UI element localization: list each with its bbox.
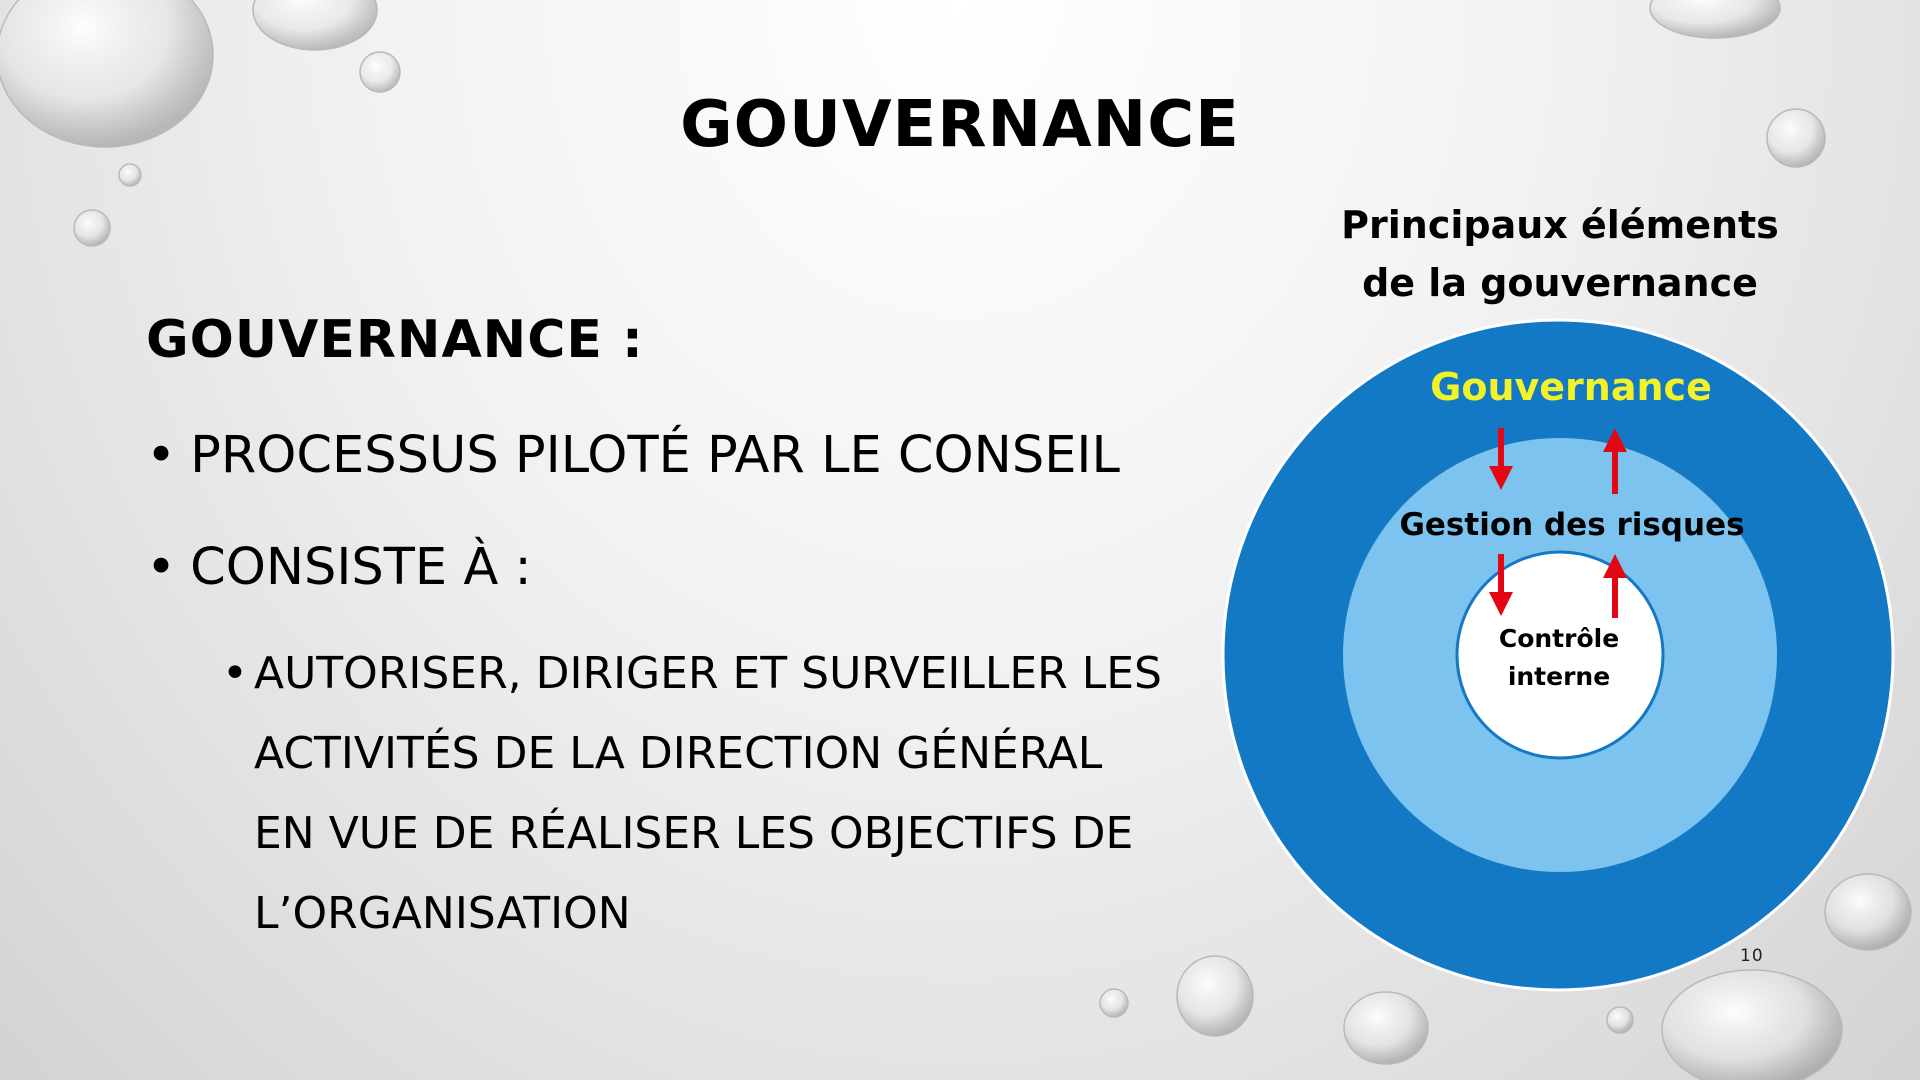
inner-label-line: interne — [1507, 662, 1611, 691]
middle-label: Gestion des risques — [1399, 507, 1745, 543]
water-drop — [1344, 992, 1428, 1064]
diagram-title — [1300, 196, 1820, 312]
bullet-glyph: • — [146, 426, 177, 485]
water-drop — [360, 52, 400, 92]
page-number: 10 — [1740, 946, 1764, 966]
inner-label-line: Contrôle — [1498, 624, 1620, 653]
bullet-text: CONSISTE À : — [190, 538, 532, 597]
water-drop — [74, 210, 110, 246]
bullet-text: PROCESSUS PILOTÉ PAR LE CONSEIL — [190, 426, 1120, 485]
diagram-title-line: Principaux éléments — [1341, 203, 1779, 247]
water-drop — [1100, 989, 1128, 1017]
governance-concentric-diagram — [1215, 310, 1895, 1000]
sub-bullet-item — [216, 634, 1176, 954]
water-drop — [253, 0, 377, 50]
slide-title: GOUVERNANCE — [680, 88, 1240, 162]
bullet-glyph: • — [222, 648, 248, 699]
sub-bullet-text: AUTORISER, DIRIGER ET SURVEILLER LES ACTIVITÉS DE LA DIRECTION GÉNÉRAL EN VUE DE RÉALISER LES OBJECTIFS DE L’ORGANISATION — [254, 648, 1162, 939]
body-heading: GOUVERNANCE : — [146, 310, 644, 370]
diagram-title-line: de la gouvernance — [1362, 261, 1758, 305]
water-drop — [1607, 1007, 1633, 1033]
water-drop — [1650, 0, 1780, 38]
internal-control-inner-circle — [1457, 552, 1663, 758]
outer-label: Gouvernance — [1430, 365, 1712, 409]
bullet-item — [146, 426, 1120, 485]
bullet-item — [146, 538, 532, 597]
bullet-glyph: • — [146, 538, 177, 597]
water-drop — [119, 164, 141, 186]
